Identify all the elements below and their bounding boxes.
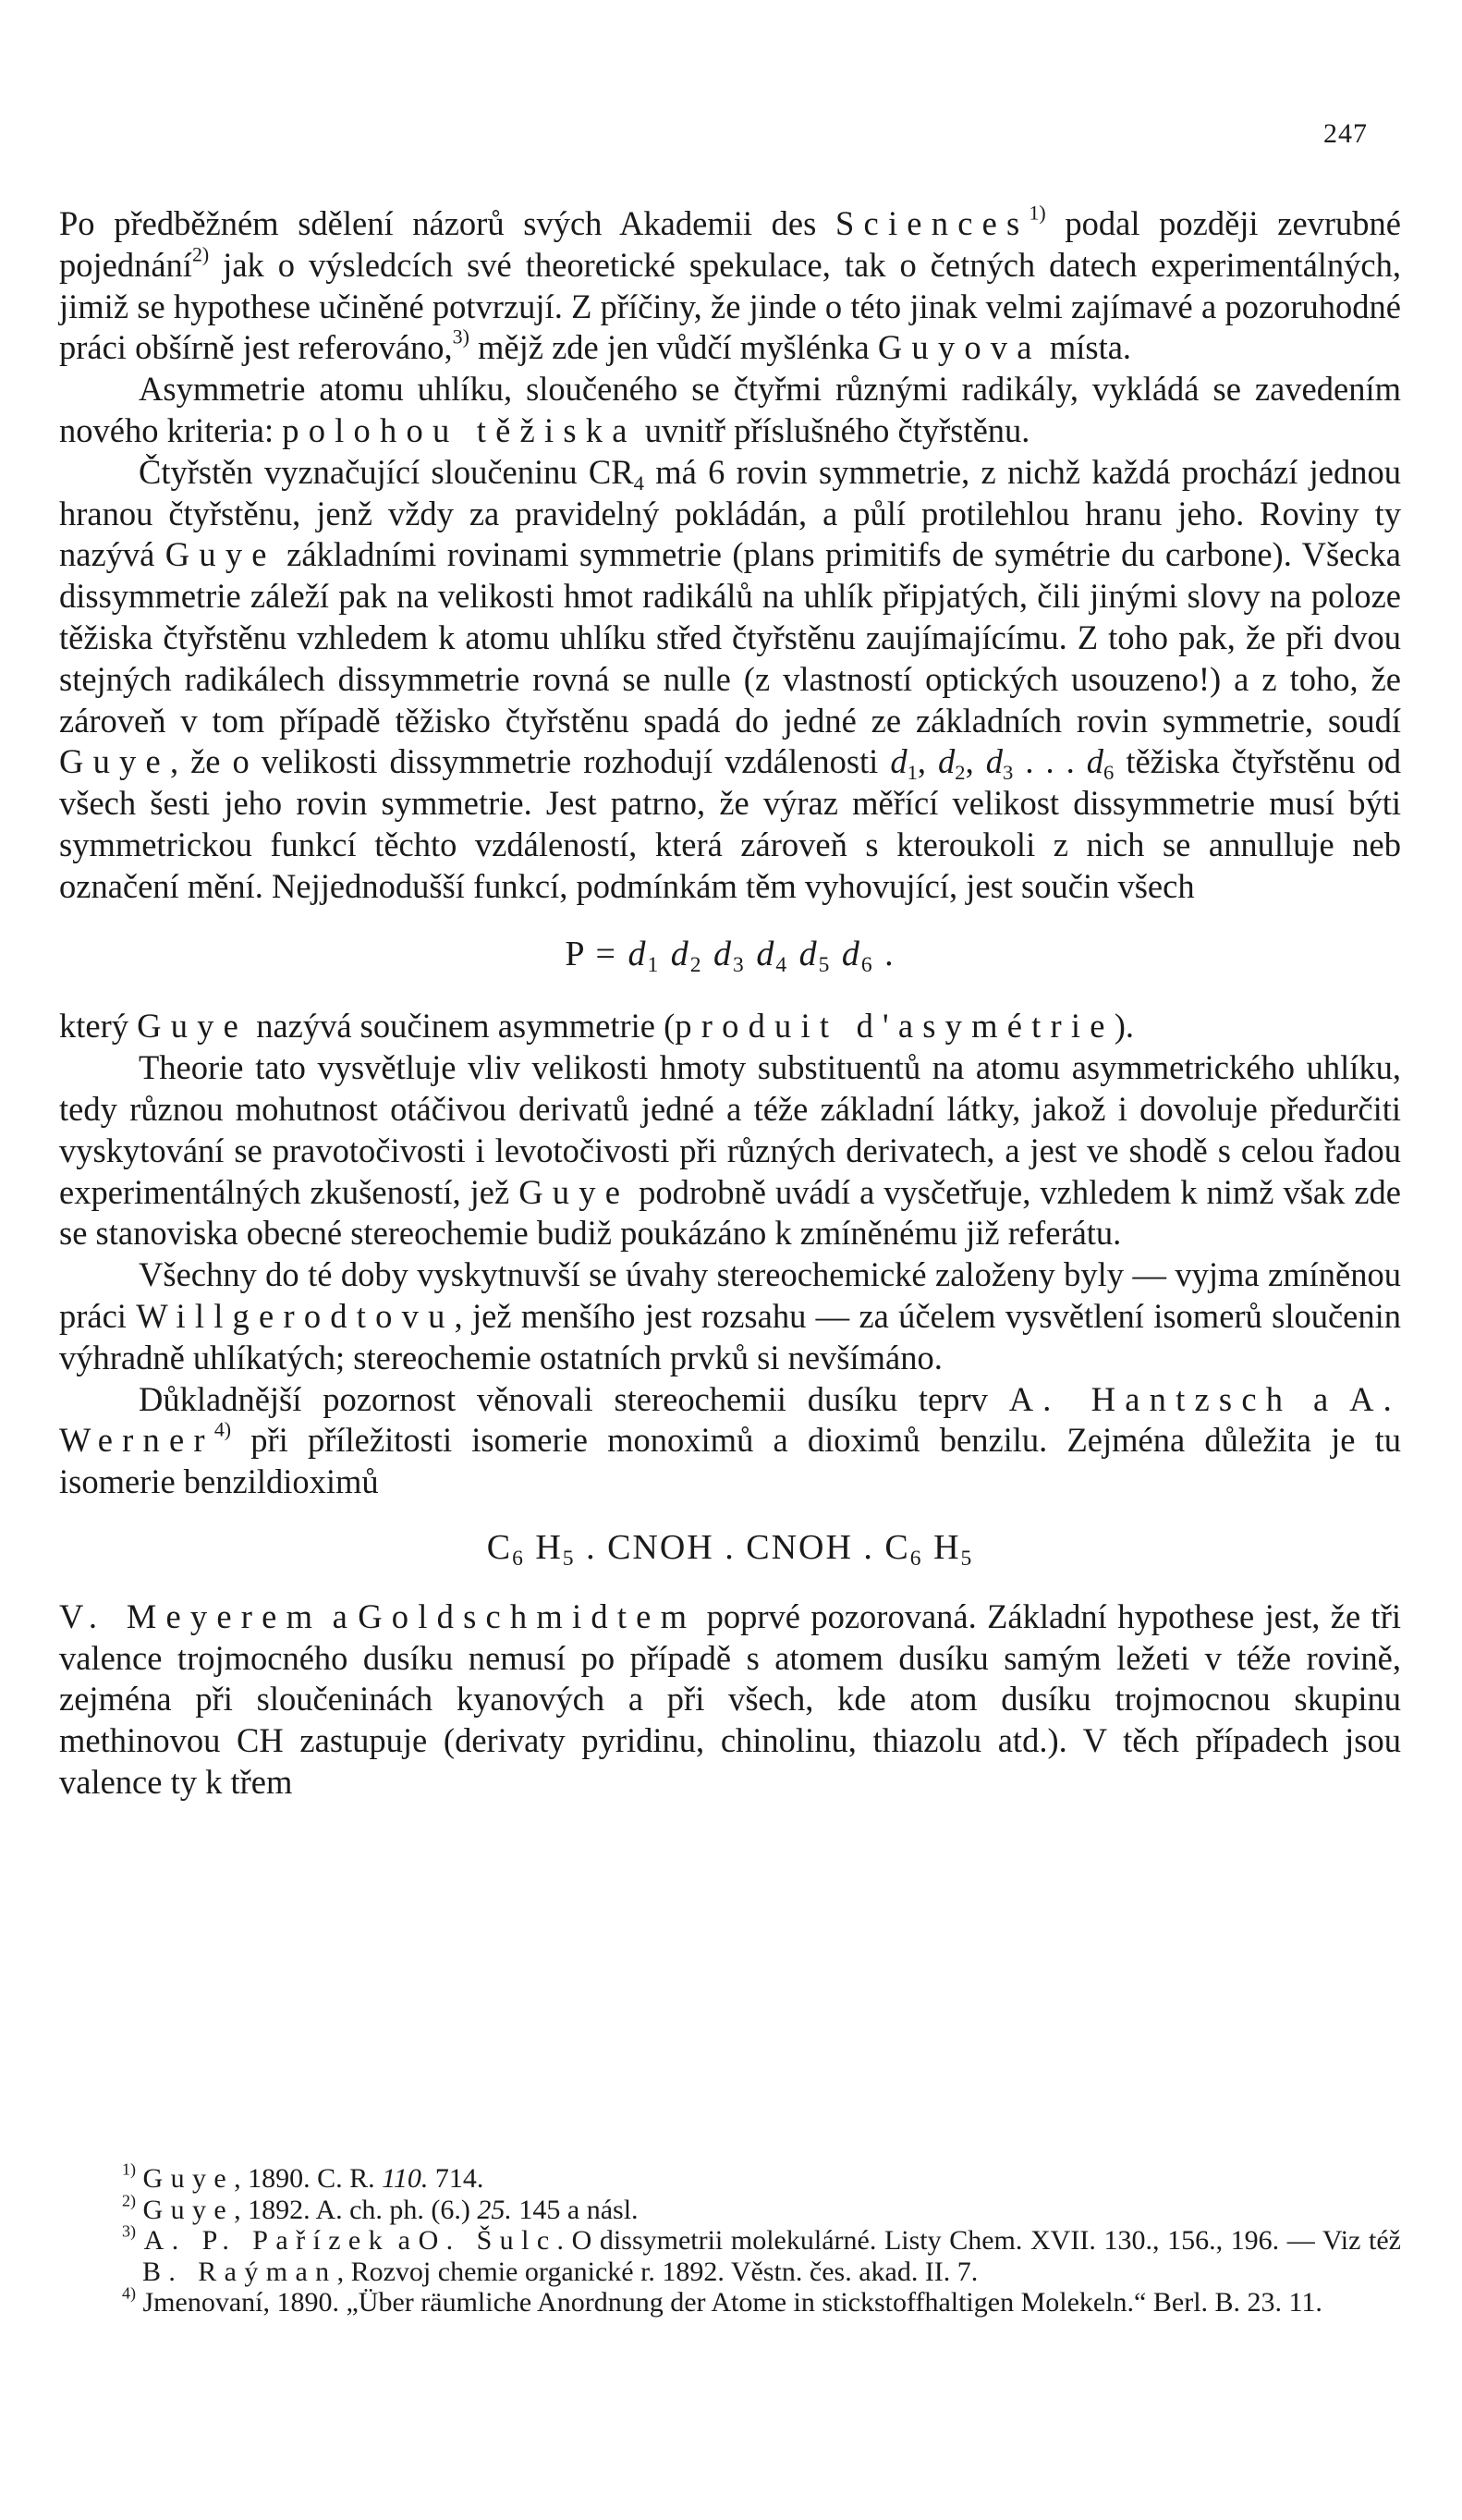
text-run: , jež menšího jest rozsahu — za účelem vysvětlení isomerů sloučenin výhradně uhlíkatých; stereochemie ostatních prvků si nevšímáno.	[59, 1296, 1401, 1376]
footnote-ref: 3)	[122, 2221, 136, 2241]
footnote-ref: 1)	[1029, 201, 1046, 225]
subscript: 1	[907, 761, 918, 785]
paragraph	[59, 369, 1401, 452]
subscript: 5	[562, 1546, 576, 1571]
subscript: 1	[647, 952, 661, 977]
text-run: d	[985, 742, 1003, 781]
text-run: d	[1086, 742, 1103, 781]
footnote	[74, 2191, 1401, 2226]
spaced-name: Sciences	[835, 204, 1029, 242]
text-run: těžiska čtyřstěnu od všech šesti jeho rovin symmetrie. Jest patrno, že výraz měřící velikost dissymmetrie musí býti symmetrickou funkcí těchto vzdáleností, která zároveň s kteroukoli z nich se annulluje neb označení mění. Nejjednodušší funkcí, podmínkám těm vyhovující, jest součin všech	[59, 742, 1401, 905]
text-run: nazývá součinem asymmetrie (	[248, 1007, 676, 1046]
spaced-name: Guyova	[877, 328, 1042, 367]
footnote	[74, 2159, 1401, 2195]
text-run: podal později zevrubné pojednání	[59, 204, 1402, 284]
text-run: Theorie tato vysvětluje vliv velikosti hmoty substituentů na atomu asymmetrického uhlíku, tedy různou mohutnost otáčivou derivatů jedné a téže základní látky, jakož i dovoluje předurčiti vyskytování se pravotočivosti i levotočivosti při různých derivatech, a jest ve shodě s celou řadou experimentálných zkušeností, jež	[59, 1048, 1401, 1211]
text-run: 25.	[477, 2194, 512, 2225]
text-run: . O dissymetrii molekulárné. Listy Chem. XVII. 130., 156., 196. — Viz též	[556, 2225, 1401, 2256]
subscript: 6	[512, 1546, 525, 1571]
text-run: ,	[917, 742, 939, 781]
spaced-name: V. Meyerem	[59, 1596, 323, 1635]
spaced-name: A. P. Pařízek	[143, 2225, 391, 2256]
text-run: d	[627, 934, 648, 973]
subscript: 6	[860, 952, 874, 977]
subscript: 4	[633, 471, 644, 495]
paragraph	[59, 1379, 1401, 1503]
paragraph	[59, 1596, 1401, 1804]
text-run	[703, 935, 714, 973]
text-run: a	[390, 2225, 419, 2256]
footnote	[74, 2221, 1401, 2287]
text-run: při příležitosti isomerie monoximů a dioximů benzilu. Zejména důležita je tu isomerie benzildioximů	[59, 1421, 1401, 1501]
text-run: Čtyřstěn vyznačující sloučeninu CR	[139, 452, 634, 491]
subscript: 5	[960, 1546, 974, 1571]
spaced-name: Guye	[142, 2194, 235, 2225]
spaced-name: Guye	[142, 2163, 235, 2194]
text-run: d	[756, 934, 776, 973]
text-run	[136, 2163, 143, 2194]
footnote-ref: 4)	[122, 2283, 136, 2303]
text-run: mějž zde jen vůdčí myšlénka	[469, 328, 878, 367]
text-run: Všechny do té doby vyskytnuvší se úvahy stereochemické založeny byly — vyjma zmíněnou práci	[59, 1255, 1401, 1335]
equation	[59, 934, 1401, 975]
text-run	[831, 935, 842, 973]
text-run	[746, 935, 757, 973]
spaced-name: Willgerodtovu	[136, 1296, 455, 1335]
text-run: d	[841, 934, 861, 973]
footnote-ref: 2)	[191, 242, 210, 266]
spaced-name: polohou těžiska	[282, 410, 637, 449]
text-run: uvnitř příslušného čtyřstěnu.	[636, 410, 1030, 449]
text-run: Důkladnější pozornost věnovali stereochemii dusíku teprv	[139, 1379, 1009, 1418]
text-run: základními rovinami symmetrie (plans primitifs de symétrie du carbone). Všecka dissymmetrie záleží pak na velikosti hmot radikálů na uhlík připjatých, čili jinými slovy na poloze těžiska čtyřstěnu vzhledem k atomu uhlíku střed čtyřstěnu zaujímajícímu. Z toho pak, že při dvou stejných radikálech dissymmetrie rovná se nulle (z vlastností optických usouzeno!) a z toho, že zároveň v tom případě těžisko čtyřstěnu spadá do jedné ze základních rovin symmetrie, soudí	[59, 535, 1402, 740]
text-run: 145 a násl.	[511, 2194, 639, 2225]
text-run: Jmenovaní, 1890. „Über räumliche Anordnung der Atome in stickstoffhaltigen Molekeln.“ Berl. B. 23. 11.	[136, 2287, 1322, 2318]
text-run: ,	[965, 742, 986, 781]
subscript: 6	[1103, 761, 1115, 785]
paragraph	[59, 452, 1401, 908]
text-run: a	[322, 1596, 359, 1635]
text-run: , 1892. A. ch. ph. (6.)	[234, 2194, 478, 2225]
text-run: , Rozvoj chemie organické r. 1892. Věstn. čes. akad. II. 7.	[336, 2256, 979, 2287]
subscript: 4	[775, 952, 789, 977]
text-run: d	[670, 934, 690, 973]
text-run: který	[59, 1007, 138, 1046]
footnote-ref: 4)	[213, 1417, 232, 1441]
body-text	[59, 203, 1401, 1804]
text-run: C	[486, 1527, 513, 1567]
footnote-ref: 2)	[122, 2191, 136, 2209]
subscript: 3	[1003, 761, 1014, 785]
spaced-name: produit d'asymétrie	[675, 1007, 1115, 1046]
spaced-name: Guye	[59, 742, 170, 781]
text-run: 110.	[382, 2163, 429, 2194]
text-run: d	[798, 934, 819, 973]
spaced-name: A. Hantzsch	[1008, 1379, 1293, 1418]
text-run: místa.	[1041, 328, 1132, 367]
spaced-name: A. Werner	[59, 1379, 1401, 1460]
text-run: , že o velikosti dissymmetrie rozhodují vzdálenosti	[169, 742, 891, 781]
text-run: . CNOH . CNOH . C	[575, 1527, 910, 1567]
text-run: H	[524, 1527, 563, 1567]
text-run: a	[1292, 1379, 1350, 1418]
subscript: 5	[818, 952, 832, 977]
text-run: d	[938, 742, 956, 781]
text-run: podrobně uvádí a vysčetřuje, vzhledem k nimž však zde se stanoviska obecné stereochemie budiž poukázáno k zmíněnému již referátu.	[59, 1172, 1401, 1253]
text-run: , 1890. C. R.	[234, 2163, 383, 2194]
subscript: 3	[733, 952, 746, 977]
text-run	[788, 935, 799, 973]
footnotes	[74, 2159, 1401, 2318]
text-run: Asymmetrie atomu uhlíku, sloučeného se čtyřmi různými radikály, vykládá se zavedením nového kriteria:	[59, 370, 1401, 449]
text-run: má 6 rovin symmetrie, z nichž každá prochází jednou hranou čtyřstěnu, jenž vždy za pravidelný pokládán, a půlí protilehlou hranu jeho. Roviny ty nazývá	[59, 452, 1401, 574]
text-run: P =	[565, 934, 628, 973]
paragraph	[59, 1006, 1401, 1047]
footnote-ref: 3)	[452, 324, 469, 349]
text-run	[660, 935, 671, 973]
spaced-name: Guye	[137, 1007, 249, 1046]
subscript: 2	[689, 952, 703, 977]
spaced-name: Goldschmidtem	[358, 1596, 697, 1635]
subscript: 2	[955, 761, 966, 785]
footnote-ref: 1)	[122, 2159, 136, 2179]
text-run: . . .	[1013, 742, 1087, 781]
text-run: jak o výsledcích své theoretické spekulace, tak o četných datech experimentálných, jimiž se hypothese učiněné potvrzují. Z příčiny, že jinde o této jinak velmi zajímavé a pozoruhodné práci obšírně jest referováno,	[59, 245, 1401, 367]
text-run	[136, 2195, 143, 2225]
text-run	[136, 2225, 144, 2256]
equation	[59, 1527, 1401, 1569]
page-number: 247	[1323, 118, 1368, 149]
footnote	[74, 2283, 1401, 2318]
spaced-name: Guye	[518, 1172, 630, 1211]
paragraph	[59, 1254, 1401, 1378]
paragraph	[59, 203, 1401, 369]
text-run: ).	[1114, 1007, 1134, 1046]
text-run: d	[713, 934, 734, 973]
text-run: poprvé pozorovaná. Základní hypothese jest, že tři valence trojmocného dusíku nemusí po případě s atomem dusíku samým ležeti v téže rovině, zejména při sloučeninách kyanových a při všech, kde atom dusíku trojmocnou skupinu methinovou CH zastupuje (derivaty pyridinu, chinolinu, thiazolu atd.). V těch případech jsou valence ty k třem	[59, 1596, 1401, 1801]
paragraph	[59, 1047, 1401, 1254]
text-run: 714.	[428, 2163, 484, 2194]
subscript: 6	[909, 1546, 923, 1571]
text-run: H	[922, 1527, 961, 1567]
text-run: .	[873, 934, 895, 973]
text-run: d	[890, 742, 908, 781]
spaced-name: B. Raýman	[142, 2256, 337, 2287]
spaced-name: O. Šulc	[418, 2225, 557, 2256]
text-run: Po předběžném sdělení názorů svých Akademii des	[59, 204, 835, 242]
spaced-name: Guye	[164, 535, 276, 574]
